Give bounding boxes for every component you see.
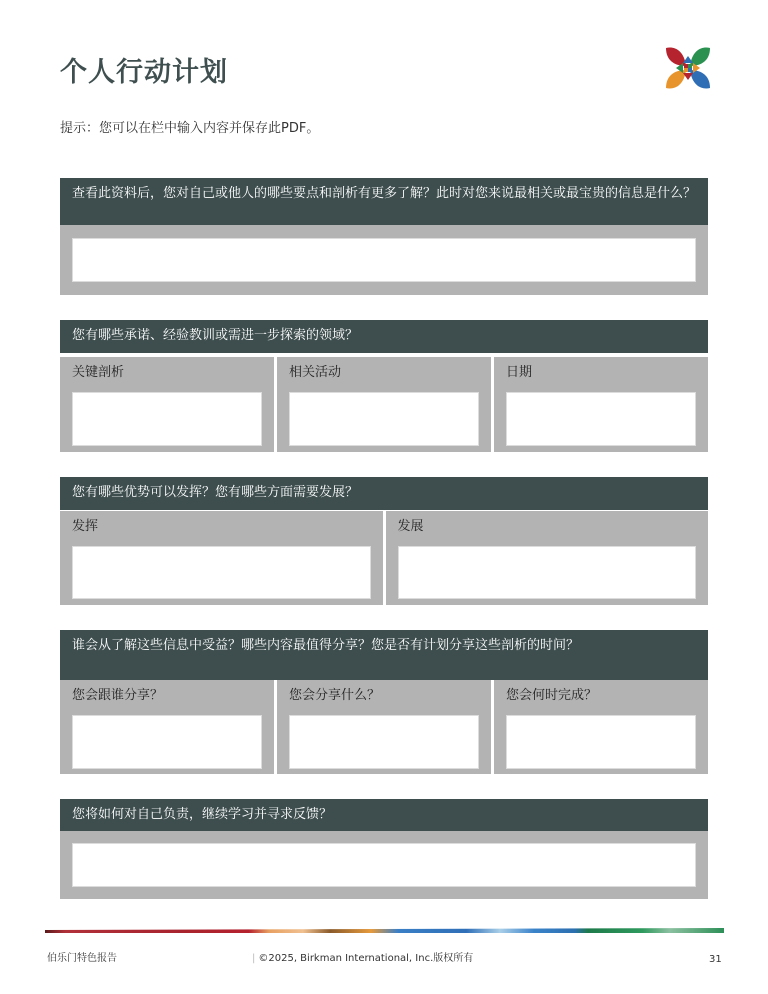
date-input[interactable] xyxy=(506,392,696,446)
column-leverage xyxy=(60,511,383,605)
related-activity-input[interactable] xyxy=(289,392,479,446)
hint-text: 提示：您可以在栏中输入内容并保存此PDF。 xyxy=(60,121,320,136)
column-label: 相关活动 xyxy=(289,365,342,380)
column-share-with xyxy=(60,680,274,774)
section-body xyxy=(60,831,708,899)
column-label: 关键剖析 xyxy=(72,365,125,380)
birkman-logo-icon xyxy=(664,44,712,92)
section-question: 谁会从了解这些信息中受益？哪些内容最值得分享？您是否有计划分享这些剖析的时间？ xyxy=(60,630,708,680)
column-label: 发展 xyxy=(397,519,424,534)
column-share-when xyxy=(494,680,708,774)
section-accountability xyxy=(60,799,708,899)
column-label: 您会分享什么？ xyxy=(289,688,381,703)
section-sharing xyxy=(60,630,708,774)
section-strengths xyxy=(60,477,708,605)
develop-input[interactable] xyxy=(398,546,697,599)
share-what-input[interactable] xyxy=(289,715,479,769)
column-label: 发挥 xyxy=(72,519,99,534)
section-body xyxy=(60,225,708,295)
footer-divider: | xyxy=(252,953,256,964)
section-columns xyxy=(60,680,708,774)
footer-color-stripe xyxy=(45,928,724,933)
column-related-activity xyxy=(277,357,491,452)
page-title: 个人行动计划 xyxy=(60,57,228,88)
column-label: 您会跟谁分享？ xyxy=(72,688,164,703)
page-number: 31 xyxy=(709,954,722,965)
column-label: 日期 xyxy=(506,365,533,380)
share-with-input[interactable] xyxy=(72,715,262,769)
column-label: 您会何时完成？ xyxy=(506,688,598,703)
column-date xyxy=(494,357,708,452)
column-develop xyxy=(386,511,709,605)
leverage-input[interactable] xyxy=(72,546,371,599)
section-columns xyxy=(60,510,708,605)
footer-copyright xyxy=(252,949,473,964)
column-share-what xyxy=(277,680,491,774)
section-commitments xyxy=(60,320,708,452)
copyright-text: ©2025, Birkman International, Inc.版权所有 xyxy=(258,953,474,964)
section-key-insights xyxy=(60,178,708,295)
key-insight-input[interactable] xyxy=(72,392,262,446)
section-question: 您将如何对自己负责，继续学习并寻求反馈？ xyxy=(60,799,708,831)
column-key-insight xyxy=(60,357,274,452)
section-question: 查看此资料后，您对自己或他人的哪些要点和剖析有更多了解？此时对您来说最相关或最宝贵的信息是什么？ xyxy=(60,178,708,225)
key-insights-input[interactable] xyxy=(72,238,696,282)
section-columns xyxy=(60,353,708,452)
footer-report-name: 伯乐门特色报告 xyxy=(47,953,117,964)
share-when-input[interactable] xyxy=(506,715,696,769)
section-question: 您有哪些承诺、经验教训或需进一步探索的领域？ xyxy=(60,320,708,353)
section-question: 您有哪些优势可以发挥？您有哪些方面需要发展？ xyxy=(60,477,708,510)
accountability-input[interactable] xyxy=(72,843,696,887)
